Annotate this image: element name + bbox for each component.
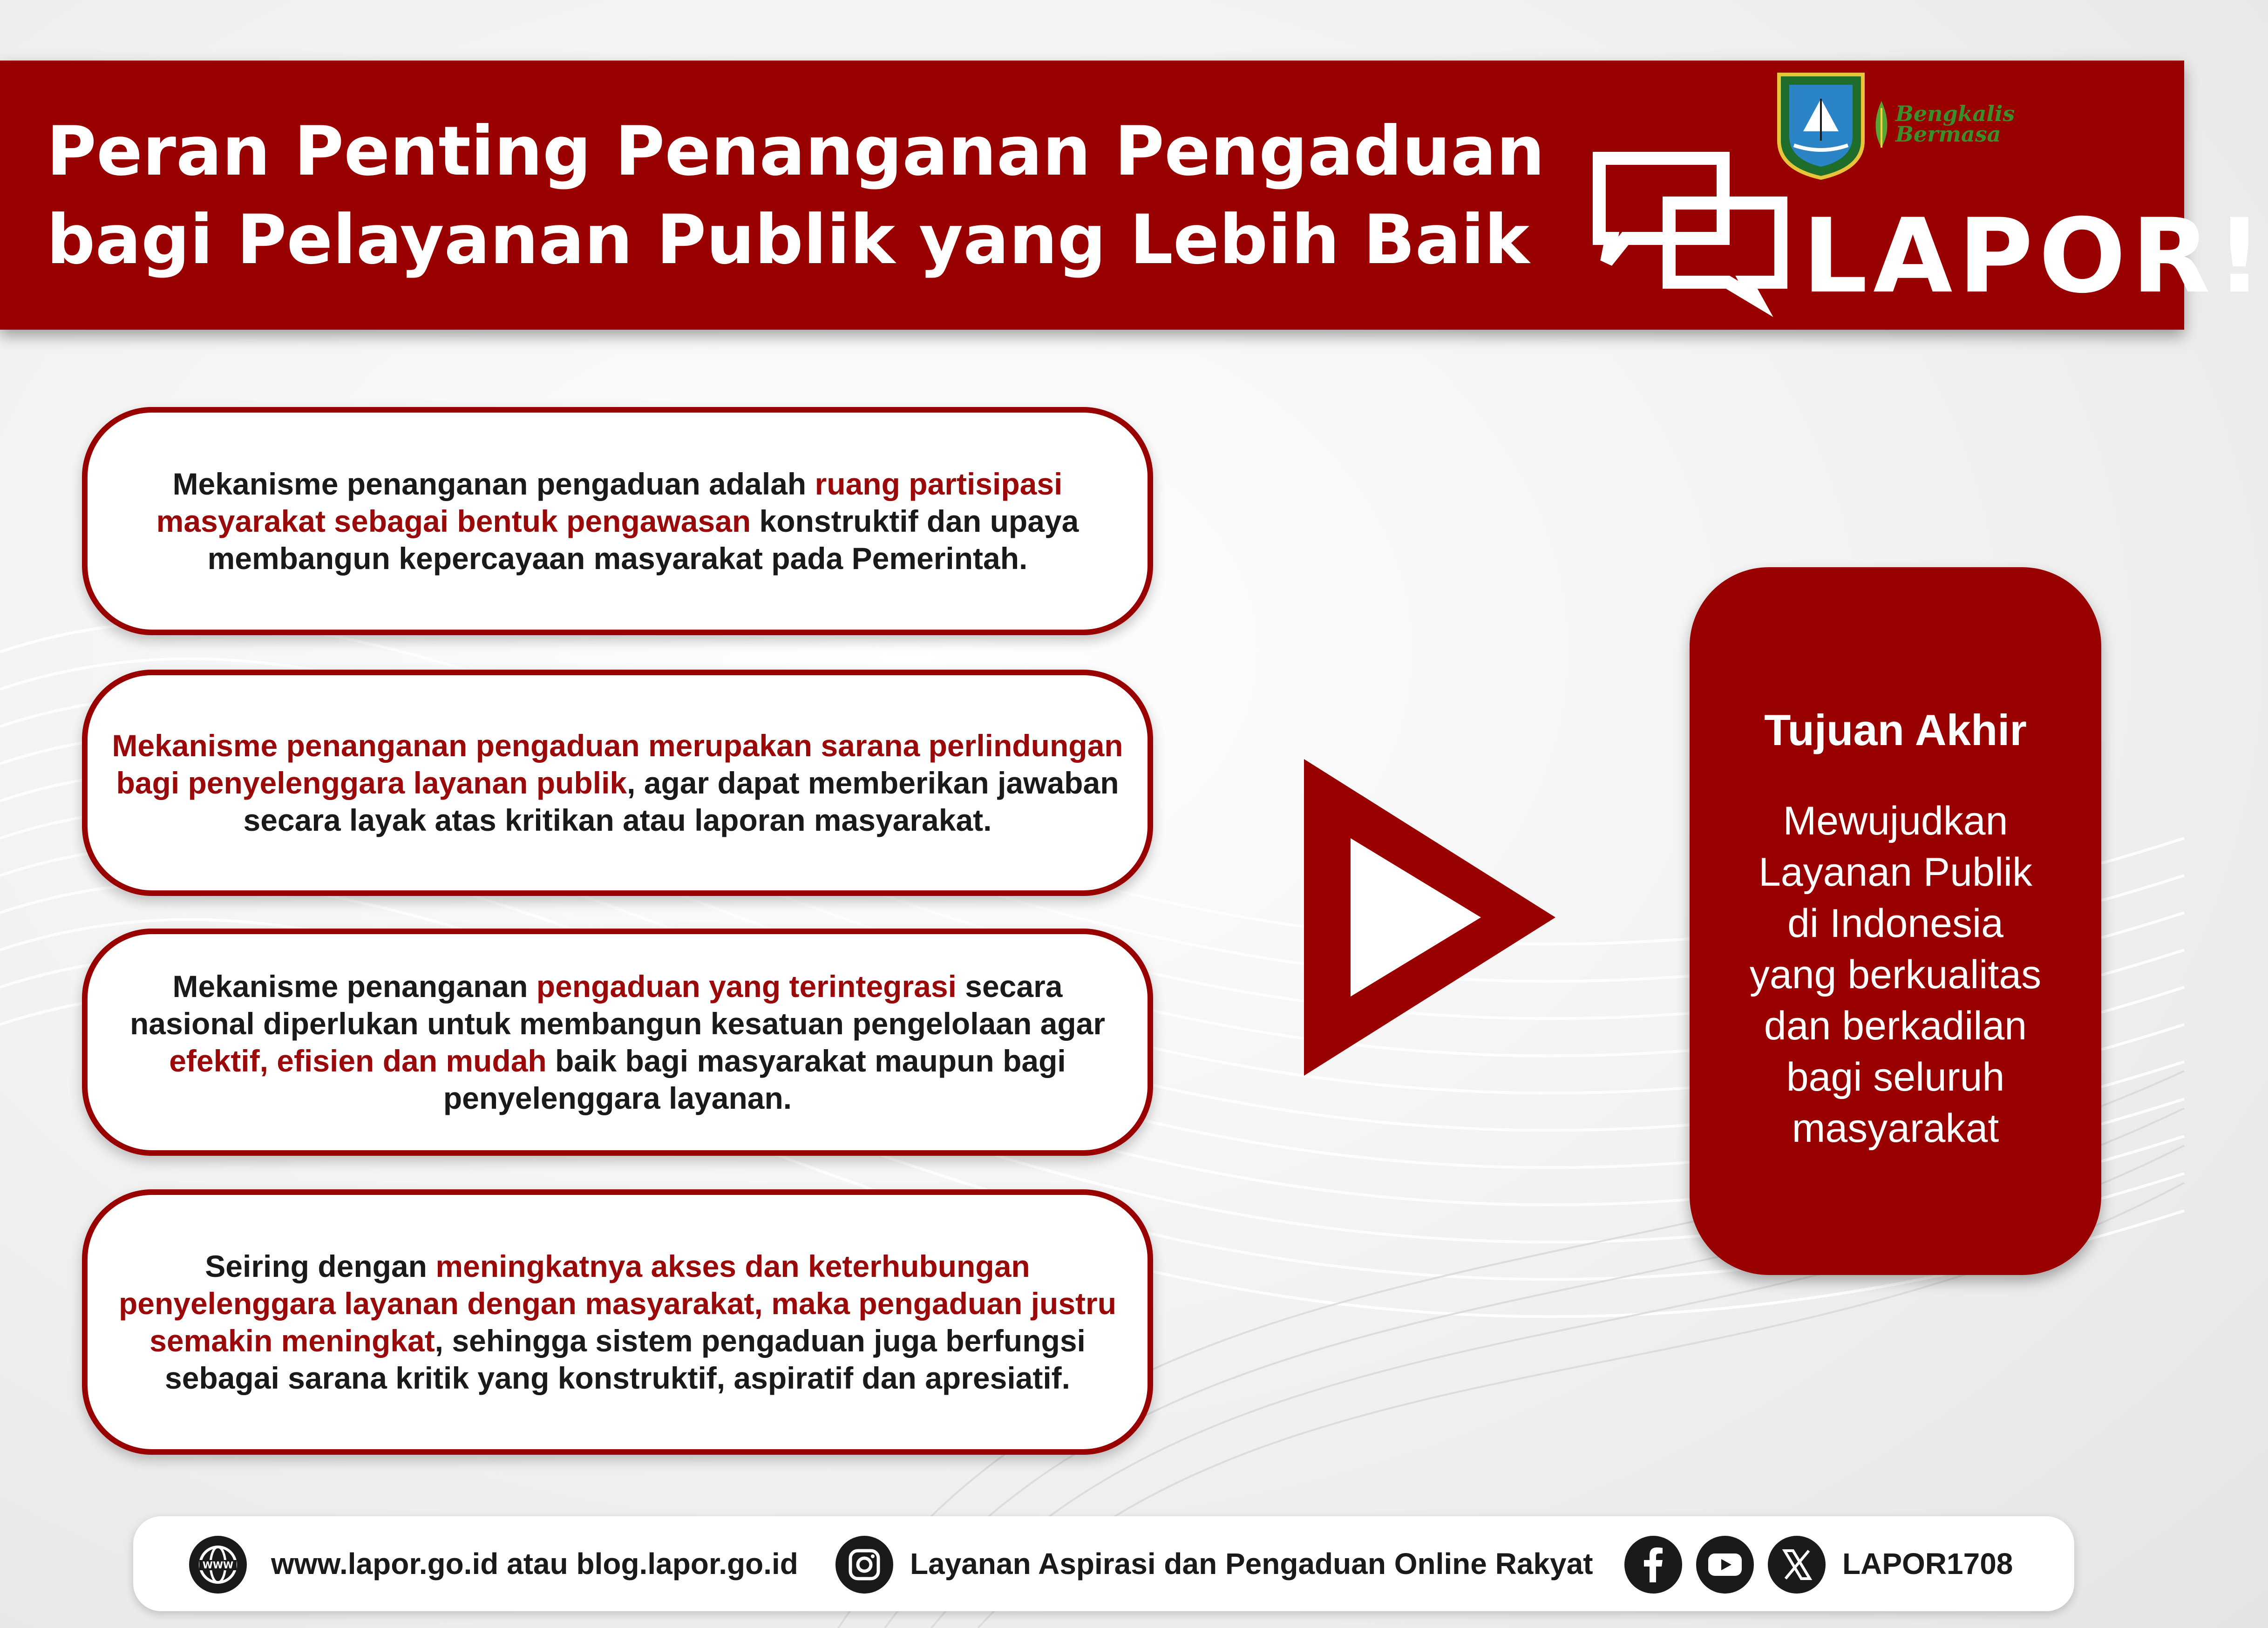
youtube-icon[interactable] bbox=[1696, 1536, 1754, 1594]
info-card-3 bbox=[82, 929, 1153, 1156]
footer-bar bbox=[133, 1516, 2074, 1611]
goal-line: masyarakat bbox=[1792, 1106, 1999, 1151]
page-title bbox=[47, 107, 1545, 284]
goal-body bbox=[1690, 795, 2101, 1154]
info-card-2 bbox=[82, 670, 1153, 896]
goal-title: Tujuan Akhir bbox=[1764, 705, 2027, 754]
info-card-4 bbox=[82, 1189, 1153, 1455]
bengkalis-leaf-icon bbox=[1867, 99, 1895, 150]
bengkalis-logo-text: Bengkalis Bermasa bbox=[1895, 101, 2015, 147]
lapor-chat-bubbles-icon bbox=[1593, 152, 1788, 305]
highlighted-text: Mekanisme penanganan pengaduan merupakan sarana perlindungan bagi penyelenggara layanan publik bbox=[112, 728, 1123, 800]
goal-line: bagi seluruh bbox=[1786, 1055, 2005, 1099]
regency-emblem-icon bbox=[1775, 71, 1867, 181]
svg-text:WWW: WWW bbox=[202, 1560, 234, 1571]
instagram-icon[interactable] bbox=[835, 1536, 893, 1594]
play-arrow-icon bbox=[1299, 754, 1560, 1080]
body-text: , agar dapat memberikan jawaban secara layak atas kritikan atau laporan masyarakat. bbox=[243, 766, 1119, 837]
body-text: baik bagi masyarakat maupun bagi penyelenggara layanan. bbox=[443, 1044, 1066, 1115]
info-card-3-text bbox=[106, 968, 1129, 1117]
body-text: , sehingga sistem pengaduan juga berfungsi sebagai sarana kritik yang konstruktif, aspiratif dan apresiatif. bbox=[164, 1323, 1086, 1395]
body-text: konstruktif dan upaya membangun kepercayaan masyarakat pada Pemerintah. bbox=[207, 504, 1079, 576]
title-line-1: Peran Penting Penanganan Pengaduan bbox=[47, 112, 1545, 191]
instagram-account-text[interactable]: Layanan Aspirasi dan Pengaduan Online Rakyat bbox=[910, 1547, 1593, 1581]
lapor-brand-text: LAPOR! bbox=[1802, 197, 2268, 316]
title-line-2: bagi Pelayanan Publik yang Lebih Baik bbox=[47, 200, 1530, 279]
highlighted-text: efektif, efisien dan mudah bbox=[169, 1044, 547, 1078]
website-link[interactable]: www.lapor.go.id atau blog.lapor.go.id bbox=[271, 1547, 798, 1581]
goal-line: Layanan Publik bbox=[1758, 850, 2033, 895]
info-card-1-text bbox=[106, 465, 1129, 577]
goal-line: dan berkadilan bbox=[1764, 1004, 2027, 1048]
highlighted-text: ruang partisipasi masyarakat sebagai bentuk pengawasan bbox=[156, 467, 1063, 538]
x-icon[interactable] bbox=[1768, 1536, 1826, 1594]
info-card-4-text bbox=[106, 1248, 1129, 1397]
goal-line: Mewujudkan bbox=[1783, 799, 2008, 843]
facebook-icon[interactable] bbox=[1624, 1536, 1682, 1594]
social-handle[interactable]: LAPOR1708 bbox=[1842, 1547, 2013, 1581]
body-text: Seiring dengan bbox=[205, 1249, 436, 1283]
bengkalis-logo bbox=[1867, 89, 2015, 159]
body-text: Mekanisme penanganan bbox=[172, 969, 536, 1004]
goal-line: di Indonesia bbox=[1787, 901, 2003, 946]
goal-line: yang berkualitas bbox=[1749, 952, 2042, 997]
header-banner bbox=[0, 61, 2268, 330]
body-text: Mekanisme penanganan pengaduan adalah bbox=[172, 467, 815, 501]
goal-panel bbox=[1690, 567, 2101, 1275]
www-globe-icon[interactable] bbox=[189, 1536, 247, 1594]
highlighted-text: meningkatnya akses dan keterhubungan penyelenggara layanan dengan masyarakat, maka pengaduan justru semakin meningkat bbox=[118, 1249, 1117, 1358]
info-card-2-text bbox=[106, 727, 1129, 839]
info-card-1 bbox=[82, 407, 1153, 635]
body-text: secara nasional diperlukan untuk membangun kesatuan pengelolaan agar bbox=[129, 969, 1106, 1041]
highlighted-text: pengaduan yang terintegrasi bbox=[536, 969, 957, 1004]
